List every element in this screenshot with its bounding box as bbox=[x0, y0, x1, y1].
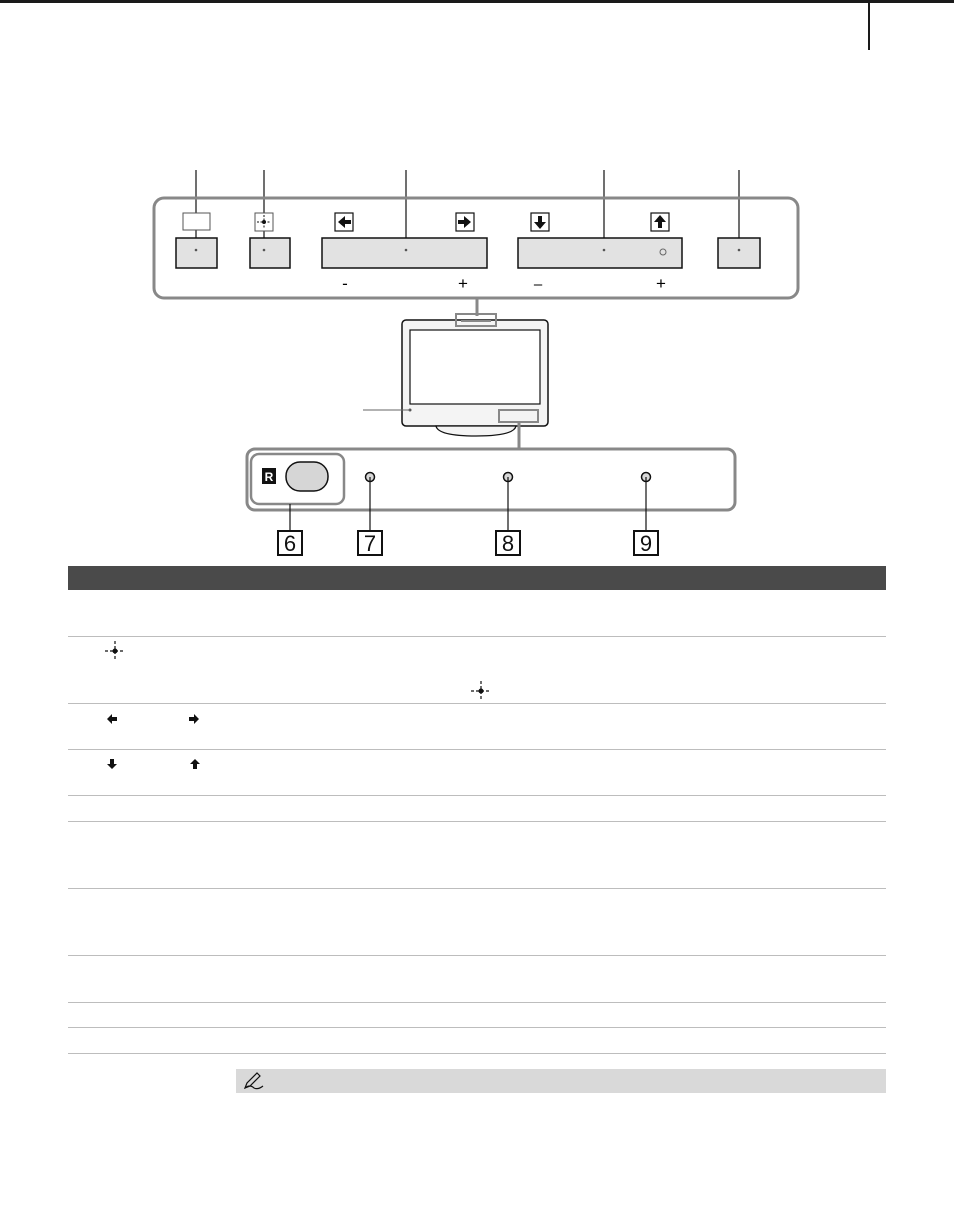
control-panel-diagram bbox=[0, 0, 954, 560]
crosshair-icon bbox=[470, 680, 492, 702]
note-bar bbox=[236, 1069, 886, 1093]
minus-label-right: – bbox=[533, 276, 543, 293]
monitor-illustration bbox=[402, 314, 548, 436]
svg-text:R: R bbox=[264, 470, 274, 484]
table-row-divider bbox=[68, 1027, 886, 1028]
button-5[interactable] bbox=[718, 238, 760, 268]
arrow-up-icon bbox=[189, 758, 201, 770]
table-row-divider bbox=[68, 1002, 886, 1003]
table-row-divider bbox=[68, 955, 886, 956]
arrow-down-icon bbox=[106, 758, 118, 770]
button-3-left-right[interactable] bbox=[322, 238, 487, 268]
table-row-divider bbox=[68, 636, 886, 637]
plus-label-left: + bbox=[458, 274, 468, 293]
table-row-divider bbox=[68, 795, 886, 796]
callout-9: 9 bbox=[633, 530, 659, 556]
callout-7: 7 bbox=[357, 530, 383, 556]
ir-receiver-icon bbox=[262, 468, 276, 484]
ir-sensor-window bbox=[286, 462, 328, 491]
table-header-bar bbox=[68, 566, 886, 590]
arrow-left-icon bbox=[106, 713, 118, 725]
arrow-right-icon bbox=[456, 213, 474, 231]
plus-label-right: + bbox=[656, 274, 666, 293]
arrow-right-icon bbox=[188, 713, 200, 725]
table-row-divider bbox=[68, 888, 886, 889]
pencil-note-icon bbox=[242, 1071, 266, 1091]
table-row-divider bbox=[68, 1053, 886, 1054]
blank-icon bbox=[183, 213, 210, 230]
table-row-divider bbox=[68, 749, 886, 750]
button-2[interactable] bbox=[250, 238, 290, 268]
button-1[interactable] bbox=[176, 238, 217, 268]
table-row-divider bbox=[68, 703, 886, 704]
crosshair-icon bbox=[104, 640, 126, 662]
callout-6: 6 bbox=[277, 530, 303, 556]
callout-8: 8 bbox=[495, 530, 521, 556]
button-4-down-up[interactable] bbox=[518, 238, 682, 268]
arrow-up-icon bbox=[651, 213, 669, 231]
crosshair-icon bbox=[255, 213, 273, 231]
minus-label-left: - bbox=[342, 274, 348, 293]
arrow-left-icon bbox=[335, 213, 353, 231]
table-row-divider bbox=[68, 821, 886, 822]
arrow-down-icon bbox=[531, 213, 549, 231]
